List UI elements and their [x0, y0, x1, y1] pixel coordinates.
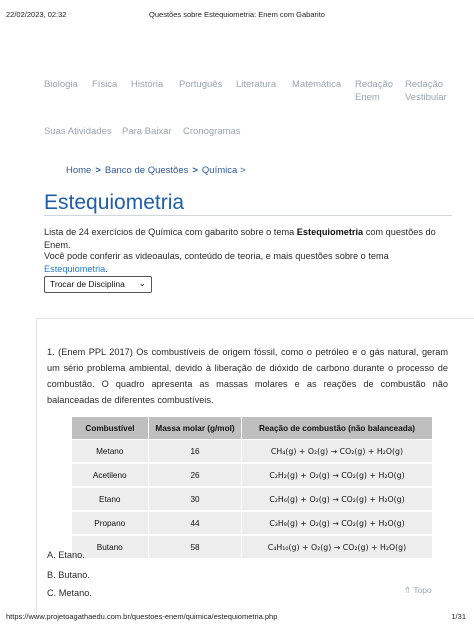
- breadcrumb-home[interactable]: Home: [66, 165, 92, 176]
- subject-select-value: Trocar de Disciplina: [50, 279, 125, 289]
- more-text: Você pode conferir as videoaulas, conteúdo de teoria, e mais questões sobre o tema: [44, 251, 389, 261]
- fuel-name: Metano: [72, 440, 149, 464]
- nav-suas-atividades[interactable]: Suas Atividades: [44, 126, 112, 137]
- title-divider: [44, 215, 452, 216]
- combustion-reaction: C₂H₂(g) + O₂(g) → CO₂(g) + H₂O(g): [242, 463, 433, 487]
- nav-portugues[interactable]: Português: [179, 79, 223, 90]
- topic-link[interactable]: Estequiometria: [44, 264, 106, 274]
- print-header: [0, 10, 474, 22]
- option-b[interactable]: B. Butano.: [47, 570, 90, 580]
- nav-literatura[interactable]: Literatura: [236, 79, 277, 90]
- print-footer: [0, 612, 474, 624]
- fuel-name: Etano: [72, 487, 149, 511]
- nav-redacao-enem[interactable]: Redação Enem: [355, 79, 394, 103]
- page-title: Estequiometria: [44, 191, 185, 214]
- fuel-name: Acetileno: [72, 463, 149, 487]
- print-page-number: 1/31: [451, 612, 466, 621]
- breadcrumb-quimica[interactable]: Química: [201, 165, 238, 176]
- table-row: [72, 487, 433, 511]
- table-header-massa-molar: Massa molar (g/mol): [149, 417, 242, 440]
- nav-biologia[interactable]: Biologia: [44, 79, 78, 90]
- intro-paragraph: [44, 226, 454, 252]
- fuel-table: [71, 416, 433, 560]
- table-row: [72, 463, 433, 487]
- subject-select[interactable]: [44, 276, 152, 293]
- intro-text: Lista de 24 exercícios de Química com gabarito sobre o tema: [44, 227, 297, 237]
- molar-mass: 16: [149, 440, 242, 464]
- breadcrumb: [66, 165, 246, 176]
- table-row: [72, 440, 433, 464]
- nav-cronogramas[interactable]: Cronogramas: [183, 126, 241, 137]
- breadcrumb-trailing-separator: >: [239, 165, 246, 176]
- print-title: Questões sobre Estequiometria: Enem com Gabarito: [149, 10, 325, 19]
- fuel-name: Propano: [72, 511, 149, 535]
- combustion-reaction: C₃H₈(g) + O₂(g) → CO₂(g) + H₂O(g): [242, 511, 433, 535]
- molar-mass: 26: [149, 463, 242, 487]
- nav-para-baixar[interactable]: Para Baixar: [122, 126, 172, 137]
- molar-mass: 30: [149, 487, 242, 511]
- intro-topic: Estequiometria: [296, 227, 364, 237]
- nav-fisica[interactable]: Física: [92, 79, 118, 90]
- table-header-combustivel: Combustível: [72, 417, 149, 440]
- molar-mass: 44: [149, 511, 242, 535]
- back-to-top-link[interactable]: ⇑ Topo: [404, 585, 432, 595]
- combustion-reaction: C₂H₆(g) + O₂(g) → CO₂(g) + H₂O(g): [242, 487, 433, 511]
- option-c[interactable]: C. Metano.: [47, 588, 92, 598]
- question-text: 1. (Enem PPL 2017) Os combustíveis de origem fóssil, como o petróleo e o gás natural, geram um sério problema ambiental, devido à liberação de dióxido de carbono durante o processo de combustão. O quadro apresenta as massas molares e as reações de combustão não balanceadas de diferentes combustíveis.: [47, 347, 448, 405]
- combustion-reaction: C₄H₁₀(g) + O₂(g) → CO₂(g) + H₂O(g): [242, 535, 433, 559]
- molar-mass: 58: [149, 535, 242, 559]
- breadcrumb-separator: >: [192, 165, 198, 176]
- chevron-down-icon: ⌄: [138, 278, 146, 288]
- table-header-reacao: Reação de combustão (não balanceada): [242, 417, 433, 440]
- print-date: 22/02/2023, 02:32: [6, 10, 67, 19]
- nav-historia[interactable]: História: [131, 79, 164, 90]
- more-text-end: .: [105, 264, 108, 274]
- intro-text-end: com questões do Enem.: [44, 227, 436, 250]
- table-row: [72, 535, 433, 559]
- nav-redacao-vestibular[interactable]: Redação Vestibular: [405, 79, 447, 103]
- fuel-name: Butano: [72, 535, 149, 559]
- table-row: [72, 511, 433, 535]
- combustion-reaction: CH₄(g) + O₂(g) → CO₂(g) + H₂O(g): [242, 440, 433, 464]
- breadcrumb-separator: >: [95, 165, 101, 176]
- print-url: https://www.projetoagathaedu.com.br/questoes-enem/quimica/estequiometria.php: [6, 612, 278, 621]
- breadcrumb-banco-questoes[interactable]: Banco de Questões: [104, 165, 189, 176]
- option-a[interactable]: A. Etano.: [47, 550, 85, 560]
- more-paragraph: [44, 250, 454, 276]
- nav-matematica[interactable]: Matemática: [292, 79, 342, 90]
